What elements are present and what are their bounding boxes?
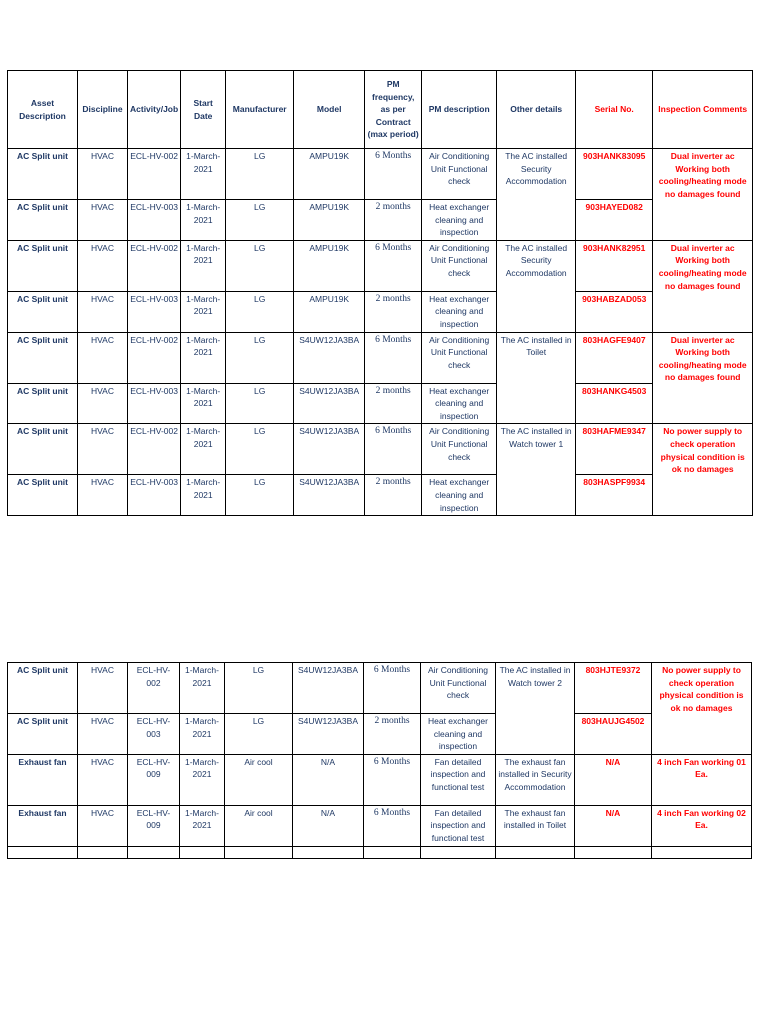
manufacturer-cell: LG: [226, 332, 294, 383]
table-row: [8, 805, 752, 846]
serial-cell: 803HANKG4503: [576, 383, 653, 424]
serial-cell: 803HASPF9934: [576, 475, 653, 516]
inspection-comment-cell: Dual inverter ac Working both cooling/heating mode no damages found: [653, 332, 753, 424]
model-cell: S4UW12JA3BA: [294, 383, 365, 424]
frequency-cell: 2 months: [365, 383, 422, 424]
model-cell: AMPU19K: [294, 291, 365, 332]
discipline-cell: HVAC: [78, 149, 128, 200]
serial-cell: 903HAYED082: [576, 200, 653, 241]
start-date-cell: 1-March-2021: [181, 240, 226, 291]
asset-cell: AC Split unit: [8, 383, 78, 424]
pm-description-cell: Fan detailed inspection and functional test: [421, 805, 496, 846]
model-cell: N/A: [293, 805, 364, 846]
blank-cell: [421, 846, 496, 858]
frequency-cell: 2 months: [365, 200, 422, 241]
activity-cell: ECL-HV-003: [128, 200, 181, 241]
model-cell: AMPU19K: [294, 149, 365, 200]
table-row: [8, 663, 752, 714]
pm-description-cell: Heat exchanger cleaning and inspection: [421, 714, 496, 755]
header-other-details: Other details: [497, 71, 576, 149]
manufacturer-cell: Air cool: [225, 754, 293, 805]
discipline-cell: HVAC: [78, 332, 128, 383]
asset-cell: AC Split unit: [8, 663, 78, 714]
start-date-cell: 1-March-2021: [180, 714, 225, 755]
asset-cell: AC Split unit: [8, 149, 78, 200]
manufacturer-cell: LG: [226, 424, 294, 475]
frequency-cell: 6 Months: [364, 754, 421, 805]
serial-cell: 803HAGFE9407: [576, 332, 653, 383]
asset-cell: Exhaust fan: [8, 805, 78, 846]
other-details-cell: The AC installed Security Accommodation: [497, 149, 576, 241]
activity-cell: ECL-HV-003: [128, 291, 181, 332]
other-details-cell: The AC installed in Toilet: [497, 332, 576, 424]
manufacturer-cell: LG: [225, 714, 293, 755]
header-discipline: Discipline: [78, 71, 128, 149]
asset-cell: AC Split unit: [8, 291, 78, 332]
asset-cell: AC Split unit: [8, 714, 78, 755]
discipline-cell: HVAC: [78, 291, 128, 332]
discipline-cell: HVAC: [78, 805, 128, 846]
blank-cell: [128, 846, 180, 858]
frequency-cell: 6 Months: [365, 424, 422, 475]
serial-cell: 803HJTE9372: [575, 663, 652, 714]
inspection-comment-cell: No power supply to check operation physical condition is ok no damages: [652, 663, 752, 755]
table-row: [8, 754, 752, 805]
manufacturer-cell: LG: [226, 383, 294, 424]
manufacturer-cell: LG: [226, 240, 294, 291]
model-cell: S4UW12JA3BA: [294, 424, 365, 475]
pm-description-cell: Air Conditioning Unit Functional check: [422, 332, 497, 383]
serial-cell: 903HANK82951: [576, 240, 653, 291]
header-start-date: Start Date: [181, 71, 226, 149]
table-row: [8, 149, 753, 200]
activity-cell: ECL-HV-002: [128, 663, 180, 714]
start-date-cell: 1-March-2021: [181, 200, 226, 241]
blank-cell: [180, 846, 225, 858]
model-cell: AMPU19K: [294, 240, 365, 291]
discipline-cell: HVAC: [78, 424, 128, 475]
model-cell: S4UW12JA3BA: [293, 714, 364, 755]
inspection-comment-cell: 4 inch Fan working 02 Ea.: [652, 805, 752, 846]
frequency-cell: 6 Months: [365, 240, 422, 291]
blank-serial-cell: [575, 846, 652, 858]
blank-cell: [496, 846, 575, 858]
start-date-cell: 1-March-2021: [181, 149, 226, 200]
maintenance-table-2: [7, 662, 752, 859]
discipline-cell: HVAC: [78, 714, 128, 755]
model-cell: N/A: [293, 754, 364, 805]
model-cell: S4UW12JA3BA: [294, 475, 365, 516]
activity-cell: ECL-HV-003: [128, 383, 181, 424]
discipline-cell: HVAC: [78, 754, 128, 805]
table-row: [8, 475, 753, 516]
pm-description-cell: Heat exchanger cleaning and inspection: [422, 383, 497, 424]
start-date-cell: 1-March-2021: [181, 332, 226, 383]
start-date-cell: 1-March-2021: [180, 754, 225, 805]
model-cell: S4UW12JA3BA: [293, 663, 364, 714]
pm-description-cell: Air Conditioning Unit Functional check: [421, 663, 496, 714]
asset-cell: AC Split unit: [8, 240, 78, 291]
model-cell: S4UW12JA3BA: [294, 332, 365, 383]
other-details-cell: The AC installed in Watch tower 2: [496, 663, 575, 755]
blank-cell: [293, 846, 364, 858]
blank-comment-cell: [652, 846, 752, 858]
serial-cell: N/A: [575, 754, 652, 805]
model-cell: AMPU19K: [294, 200, 365, 241]
activity-cell: ECL-HV-002: [128, 240, 181, 291]
serial-cell: 803HAUJG4502: [575, 714, 652, 755]
pm-description-cell: Air Conditioning Unit Functional check: [422, 149, 497, 200]
start-date-cell: 1-March-2021: [180, 663, 225, 714]
activity-cell: ECL-HV-002: [128, 332, 181, 383]
frequency-cell: 2 months: [365, 291, 422, 332]
table-row: [8, 240, 753, 291]
asset-cell: AC Split unit: [8, 200, 78, 241]
pm-description-cell: Heat exchanger cleaning and inspection: [422, 475, 497, 516]
start-date-cell: 1-March-2021: [180, 805, 225, 846]
activity-cell: ECL-HV-003: [128, 714, 180, 755]
discipline-cell: HVAC: [78, 383, 128, 424]
blank-cell: [364, 846, 421, 858]
serial-cell: 903HABZAD053: [576, 291, 653, 332]
start-date-cell: 1-March-2021: [181, 383, 226, 424]
start-date-cell: 1-March-2021: [181, 475, 226, 516]
table-row: [8, 383, 753, 424]
serial-cell: N/A: [575, 805, 652, 846]
header-asset-description: Asset Description: [8, 71, 78, 149]
frequency-cell: 6 Months: [364, 805, 421, 846]
asset-cell: AC Split unit: [8, 332, 78, 383]
pm-description-cell: Heat exchanger cleaning and inspection: [422, 291, 497, 332]
start-date-cell: 1-March-2021: [181, 291, 226, 332]
manufacturer-cell: LG: [226, 475, 294, 516]
inspection-comment-cell: Dual inverter ac Working both cooling/heating mode no damages found: [653, 240, 753, 332]
header-pm-description: PM description: [422, 71, 497, 149]
blank-row: [8, 846, 752, 858]
frequency-cell: 6 Months: [365, 332, 422, 383]
start-date-cell: 1-March-2021: [181, 424, 226, 475]
manufacturer-cell: LG: [226, 149, 294, 200]
header-serial-no: Serial No.: [576, 71, 653, 149]
maintenance-table-1: [7, 70, 753, 516]
blank-cell: [225, 846, 293, 858]
pm-description-cell: Air Conditioning Unit Functional check: [422, 424, 497, 475]
table-row: [8, 424, 753, 475]
pm-description-cell: Heat exchanger cleaning and inspection: [422, 200, 497, 241]
frequency-cell: 6 Months: [365, 149, 422, 200]
header-activity-job: Activity/Job: [128, 71, 181, 149]
header-pm-frequency: PM frequency, as per Contract (max period): [365, 71, 422, 149]
manufacturer-cell: Air cool: [225, 805, 293, 846]
blank-cell: [78, 846, 128, 858]
blank-cell: [8, 846, 78, 858]
pm-description-cell: Fan detailed inspection and functional test: [421, 754, 496, 805]
inspection-comment-cell: 4 inch Fan working 01 Ea.: [652, 754, 752, 805]
other-details-cell: The AC installed in Watch tower 1: [497, 424, 576, 516]
discipline-cell: HVAC: [78, 200, 128, 241]
activity-cell: ECL-HV-002: [128, 424, 181, 475]
serial-cell: 803HAFME9347: [576, 424, 653, 475]
table-row: [8, 714, 752, 755]
activity-cell: ECL-HV-003: [128, 475, 181, 516]
header-model: Model: [294, 71, 365, 149]
header-manufacturer: Manufacturer: [226, 71, 294, 149]
table-row: [8, 291, 753, 332]
table-row: [8, 200, 753, 241]
other-details-cell: The AC installed Security Accommodation: [497, 240, 576, 332]
asset-cell: AC Split unit: [8, 424, 78, 475]
frequency-cell: 6 Months: [364, 663, 421, 714]
discipline-cell: HVAC: [78, 240, 128, 291]
other-details-cell: The exhaust fan installed in Toilet: [496, 805, 575, 846]
activity-cell: ECL-HV-009: [128, 754, 180, 805]
discipline-cell: HVAC: [78, 475, 128, 516]
asset-cell: Exhaust fan: [8, 754, 78, 805]
discipline-cell: HVAC: [78, 663, 128, 714]
table-row: [8, 332, 753, 383]
frequency-cell: 2 months: [364, 714, 421, 755]
activity-cell: ECL-HV-002: [128, 149, 181, 200]
serial-cell: 903HANK83095: [576, 149, 653, 200]
activity-cell: ECL-HV-009: [128, 805, 180, 846]
inspection-comment-cell: No power supply to check operation physical condition is ok no damages: [653, 424, 753, 516]
manufacturer-cell: LG: [226, 291, 294, 332]
pm-description-cell: Air Conditioning Unit Functional check: [422, 240, 497, 291]
header-inspection-comments: Inspection Comments: [653, 71, 753, 149]
other-details-cell: The exhaust fan installed in Security Accommodation: [496, 754, 575, 805]
inspection-comment-cell: Dual inverter ac Working both cooling/heating mode no damages found: [653, 149, 753, 241]
frequency-cell: 2 months: [365, 475, 422, 516]
manufacturer-cell: LG: [225, 663, 293, 714]
asset-cell: AC Split unit: [8, 475, 78, 516]
manufacturer-cell: LG: [226, 200, 294, 241]
header-row: [8, 71, 753, 149]
